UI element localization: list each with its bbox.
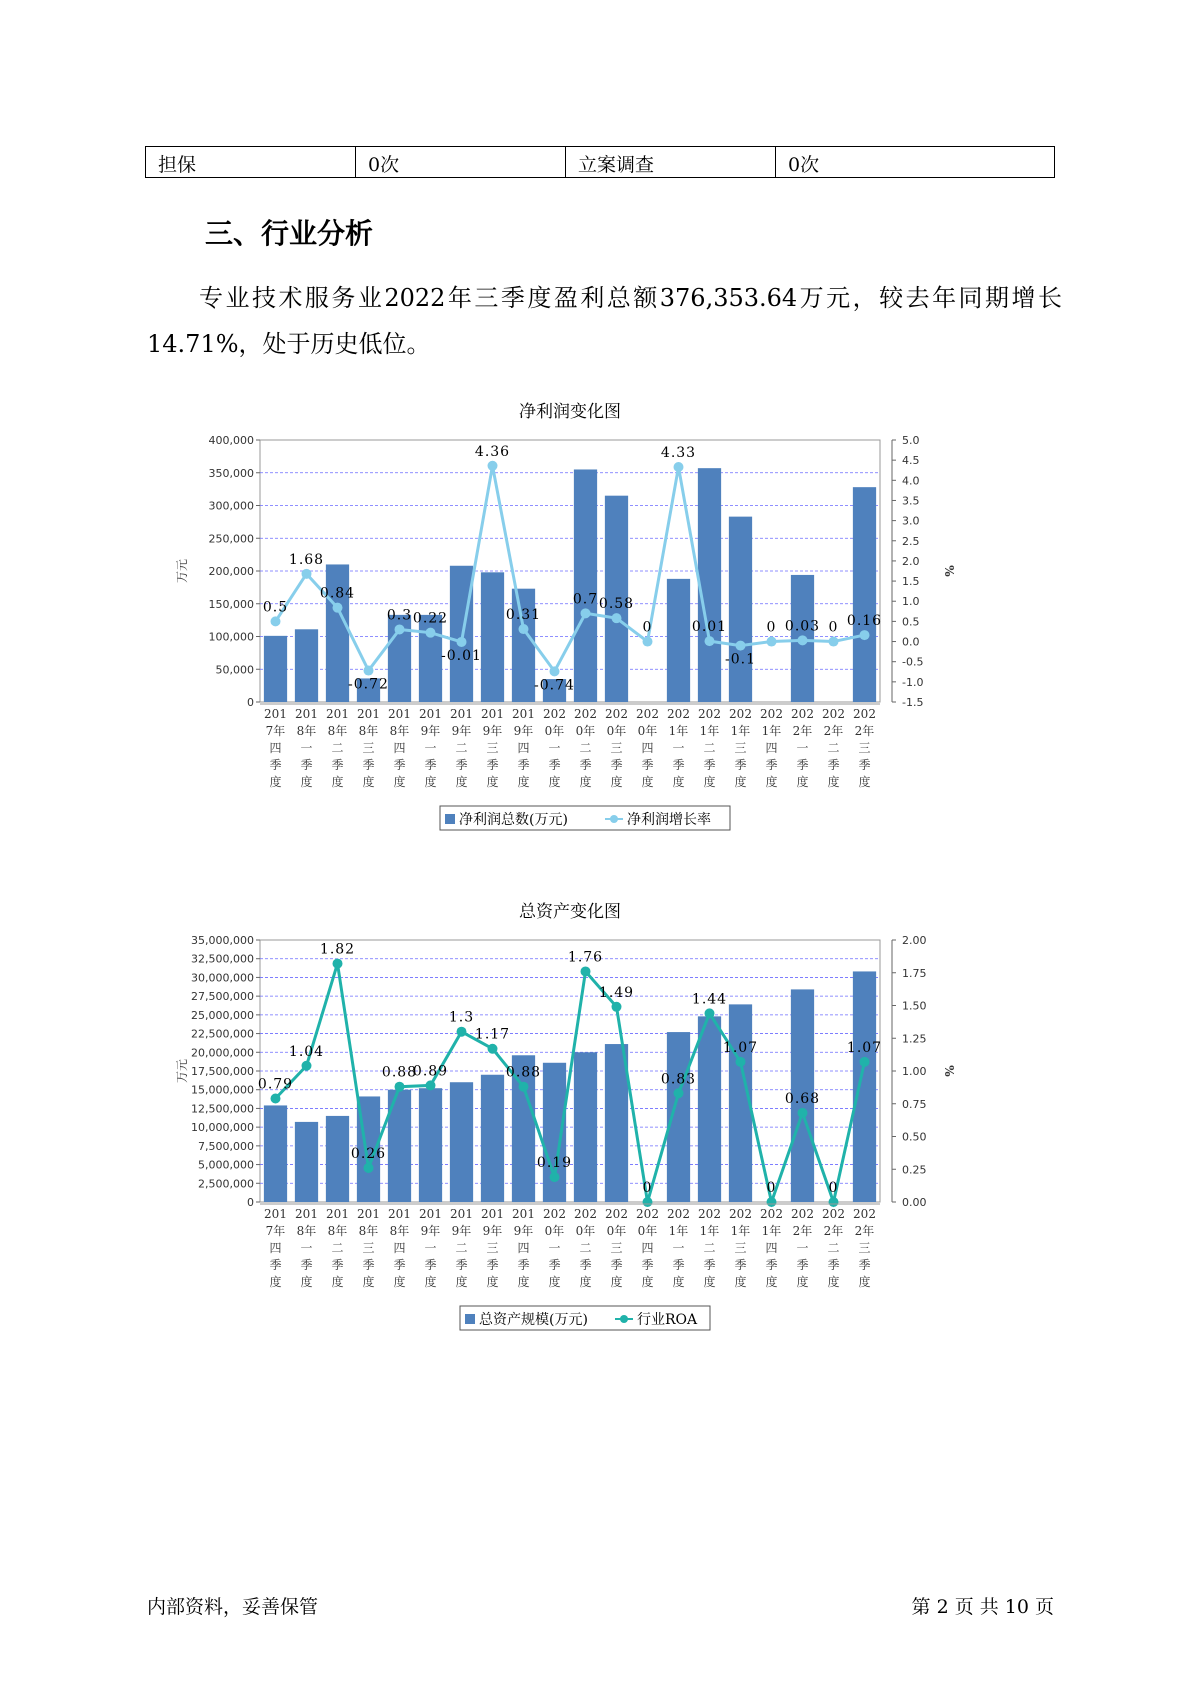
x-tick-label: 201 9年三季度 [481,1207,504,1289]
x-tick-label: 202 2年一季度 [791,707,814,789]
x-tick-label: 201 8年四季度 [388,1207,411,1289]
x-tick-label: 202 2年三季度 [853,707,876,789]
data-label: 1.04 [288,1043,325,1060]
legend-line-label: 净利润增长率 [627,812,711,828]
x-tick-label: 201 8年四季度 [388,707,411,789]
data-label: 0.22 [412,610,449,627]
x-tick-label: 202 1年三季度 [729,707,752,789]
line-point [302,1061,312,1071]
data-label: 1.68 [288,551,325,568]
legend-bar-label: 净利润总数(万元) [459,812,568,828]
y2-tick-label: 1.50 [902,999,927,1013]
line-point [860,630,870,640]
bar [264,636,287,702]
y-tick-label: 2,500,000 [198,1177,254,1191]
x-tick-label: 202 0年四季度 [636,1207,659,1289]
y2-tick-label: 1.0 [902,595,920,609]
line-point [612,613,622,623]
x-tick-label: 202 1年四季度 [760,1207,783,1289]
line-point [643,637,653,647]
line-point [581,608,591,618]
data-label: -0.1 [725,651,756,668]
line-point [581,966,591,976]
y2-tick-label: 5.0 [902,434,920,447]
x-tick-label: 201 9年一季度 [419,707,442,789]
x-tick-label: 202 0年二季度 [574,707,597,789]
bar [295,629,318,702]
line-point [333,603,343,613]
legend-bar-label: 总资产规模(万元) [479,1312,588,1328]
y-tick-label: 250,000 [208,532,254,546]
x-tick-label: 201 9年一季度 [419,1207,442,1289]
y-axis-label: 万元 [175,558,189,584]
x-tick-label: 202 2年一季度 [791,1207,814,1289]
data-label: 1.07 [722,1039,759,1056]
y2-tick-label: 0.5 [902,615,920,629]
chart-title: 总资产变化图 [519,902,621,922]
footer-page-number: 第 2 页 共 10 页 [911,1596,1054,1618]
data-label: -0.01 [441,647,482,664]
line-point [550,666,560,676]
line-point [488,461,498,471]
y-tick-label: 20,000,000 [191,1046,254,1060]
y-tick-label: 7,500,000 [198,1139,254,1153]
regulation-table [145,146,1055,178]
line-point [798,1108,808,1118]
x-tick-label: 202 1年二季度 [698,707,721,789]
y2-tick-label: 0.25 [902,1163,927,1177]
x-tick-label: 202 0年三季度 [605,1207,628,1289]
y-tick-label: 200,000 [208,565,254,578]
legend-line-marker [620,1315,628,1323]
table-cell: 0次 [776,147,1055,178]
bar [264,1105,287,1202]
y2-axis-label: % [942,565,956,577]
bar [605,1044,628,1202]
y2-tick-label: -1.5 [902,696,924,709]
data-label: 4.36 [474,443,511,460]
x-tick-label: 202 0年一季度 [543,1207,566,1289]
x-tick-label: 201 8年二季度 [326,707,349,789]
data-label: 0 [828,619,839,636]
line-point [364,1163,374,1173]
y-tick-label: 15,000,000 [191,1083,254,1097]
y-tick-label: 350,000 [208,466,254,480]
data-label: 0.79 [257,1076,294,1093]
legend-line-marker [610,815,618,823]
chart-title: 净利润变化图 [519,402,621,422]
data-label: 0.16 [846,613,883,630]
data-label: 0.01 [691,619,728,636]
x-tick-label: 201 8年二季度 [326,1207,349,1289]
x-tick-label: 201 9年二季度 [450,707,473,789]
y2-tick-label: -1.0 [902,675,924,689]
y-tick-label: 22,500,000 [191,1027,254,1041]
data-label: 0 [766,619,777,636]
x-tick-label: 201 8年一季度 [295,1207,318,1289]
data-label: 0.89 [412,1063,449,1080]
line-point [364,666,374,676]
data-label: 1.76 [567,949,604,966]
x-tick-label: 202 2年二季度 [822,1207,845,1289]
y2-tick-label: 4.0 [902,474,920,488]
line-point [271,1094,281,1104]
line-point [829,1197,839,1207]
x-tick-label: 202 1年一季度 [667,1207,690,1289]
line-point [488,1044,498,1054]
y-tick-label: 12,500,000 [191,1102,254,1116]
data-label: 0.83 [660,1071,697,1088]
data-label: 0.26 [350,1145,387,1162]
y-tick-label: 32,500,000 [191,952,254,966]
data-label: 1.07 [846,1039,883,1056]
x-tick-label: 201 9年四季度 [512,707,535,789]
data-label: 1.49 [598,984,635,1001]
bar [326,1116,349,1202]
data-label: 0.68 [784,1090,821,1107]
bar [729,517,752,702]
x-tick-label: 201 8年三季度 [357,707,380,789]
table-cell: 0次 [356,147,566,178]
data-label: 0.31 [505,607,542,624]
line-point [829,637,839,647]
bar [853,487,876,702]
bar [853,971,876,1202]
y2-tick-label: 2.00 [902,934,927,947]
data-label: 0.19 [536,1155,573,1172]
x-tick-label: 202 2年三季度 [853,1207,876,1289]
line-point [860,1057,870,1067]
y2-tick-label: 2.5 [902,534,920,548]
bar [295,1122,318,1202]
line-point [302,569,312,579]
y2-tick-label: 0.00 [902,1196,927,1209]
x-tick-label: 201 8年一季度 [295,707,318,789]
data-label: 0.88 [505,1064,542,1081]
bar [481,1075,504,1202]
y2-tick-label: 1.25 [902,1032,927,1046]
x-tick-label: 201 9年三季度 [481,707,504,789]
y2-tick-label: 3.0 [902,514,920,528]
line-point [798,635,808,645]
table-cell: 担保 [146,147,356,178]
y2-tick-label: 2.0 [902,554,920,568]
line-point [705,636,715,646]
data-label: 0 [766,1180,777,1196]
y-tick-label: 0 [247,696,254,709]
y-tick-label: 17,500,000 [191,1065,254,1078]
data-label: 1.17 [474,1026,511,1043]
section-heading: 三、行业分析 [205,217,374,250]
table-cell: 立案调查 [566,147,776,178]
bar [419,1088,442,1202]
y-axis-label: 万元 [175,1058,189,1084]
data-label: -0.72 [348,676,389,693]
legend-line-label: 行业ROA [637,1312,698,1328]
bar [481,572,504,702]
line-point [767,1197,777,1207]
legend-bar-swatch [445,814,455,824]
y-tick-label: 300,000 [208,499,254,513]
line-point [395,624,405,634]
line-point [457,637,467,647]
y-tick-label: 100,000 [208,630,254,644]
x-tick-label: 202 1年三季度 [729,1207,752,1289]
y2-axis-label: % [942,1065,956,1077]
line-point [736,1057,746,1067]
x-tick-label: 202 0年一季度 [543,707,566,789]
table-row [146,147,1055,178]
y2-tick-label: -0.5 [902,655,924,669]
y2-tick-label: 0.75 [902,1097,927,1111]
line-point [674,462,684,472]
line-point [395,1082,405,1092]
data-label: 0.5 [262,599,289,616]
bar [574,1052,597,1202]
x-tick-label: 202 0年二季度 [574,1207,597,1289]
data-label: 0.3 [386,607,413,624]
x-tick-label: 202 1年二季度 [698,1207,721,1289]
data-label: 0 [642,1180,653,1196]
bar [512,589,535,702]
x-tick-label: 201 9年四季度 [512,1207,535,1289]
bar [450,1082,473,1202]
line-point [705,1008,715,1018]
line-point [643,1197,653,1207]
data-label: 0.03 [784,618,821,635]
data-label: 0 [642,619,653,636]
data-label: -0.74 [534,677,575,694]
data-label: 1.3 [448,1009,475,1026]
x-tick-label: 201 8年三季度 [357,1207,380,1289]
footer-confidential: 内部资料，妥善保管 [147,1596,319,1618]
bar [574,469,597,702]
total-assets-chart [170,895,970,1350]
x-tick-label: 201 9年二季度 [450,1207,473,1289]
y-tick-label: 150,000 [208,597,254,611]
bar [667,579,690,702]
line-point [550,1172,560,1182]
line-point [333,959,343,969]
data-label: 1.82 [319,941,356,958]
y-tick-label: 400,000 [208,434,254,447]
y2-tick-label: 1.75 [902,966,927,980]
y-tick-label: 50,000 [215,663,254,677]
line-point [736,641,746,651]
y-tick-label: 25,000,000 [191,1008,254,1022]
y2-tick-label: 3.5 [902,494,920,508]
data-label: 0.58 [598,596,635,613]
y-tick-label: 0 [247,1196,254,1209]
line-point [767,637,777,647]
line-point [519,624,529,634]
line-point [271,616,281,626]
y-tick-label: 5,000,000 [198,1158,254,1172]
x-tick-label: 202 2年二季度 [822,707,845,789]
y-tick-label: 27,500,000 [191,990,254,1004]
x-tick-label: 201 7年四季度 [264,1207,287,1289]
data-label: 4.33 [660,445,697,462]
data-label: 0.7 [572,591,599,608]
y2-tick-label: 0.0 [902,635,920,649]
y-tick-label: 10,000,000 [191,1121,254,1135]
data-label: 0.88 [381,1064,418,1081]
net-profit-chart-svg [170,395,970,850]
bar [698,468,721,702]
x-tick-label: 201 7年四季度 [264,707,287,789]
y-tick-label: 30,000,000 [191,971,254,985]
data-label: 0 [828,1180,839,1196]
y2-tick-label: 4.5 [902,454,920,468]
y2-tick-label: 0.50 [902,1130,927,1144]
data-label: 0.84 [319,585,356,602]
net-profit-chart [170,395,970,850]
bar [698,1016,721,1202]
y-tick-label: 35,000,000 [191,934,254,947]
legend-bar-swatch [465,1314,475,1324]
line-point [519,1082,529,1092]
line-point [457,1027,467,1037]
line-point [426,628,436,638]
x-tick-label: 202 1年一季度 [667,707,690,789]
line-point [612,1002,622,1012]
line-point [674,1088,684,1098]
data-label: 1.44 [691,991,728,1008]
section-paragraph: 专业技术服务业2022年三季度盈利总额376,353.64万元，较去年同期增长14.71%，处于历史低位。 [147,284,1062,358]
y2-tick-label: 1.00 [902,1065,927,1078]
x-tick-label: 202 1年四季度 [760,707,783,789]
line-point [426,1080,436,1090]
total-assets-chart-svg [170,895,970,1350]
x-tick-label: 202 0年四季度 [636,707,659,789]
x-tick-label: 202 0年三季度 [605,707,628,789]
y2-tick-label: 1.5 [902,575,920,589]
